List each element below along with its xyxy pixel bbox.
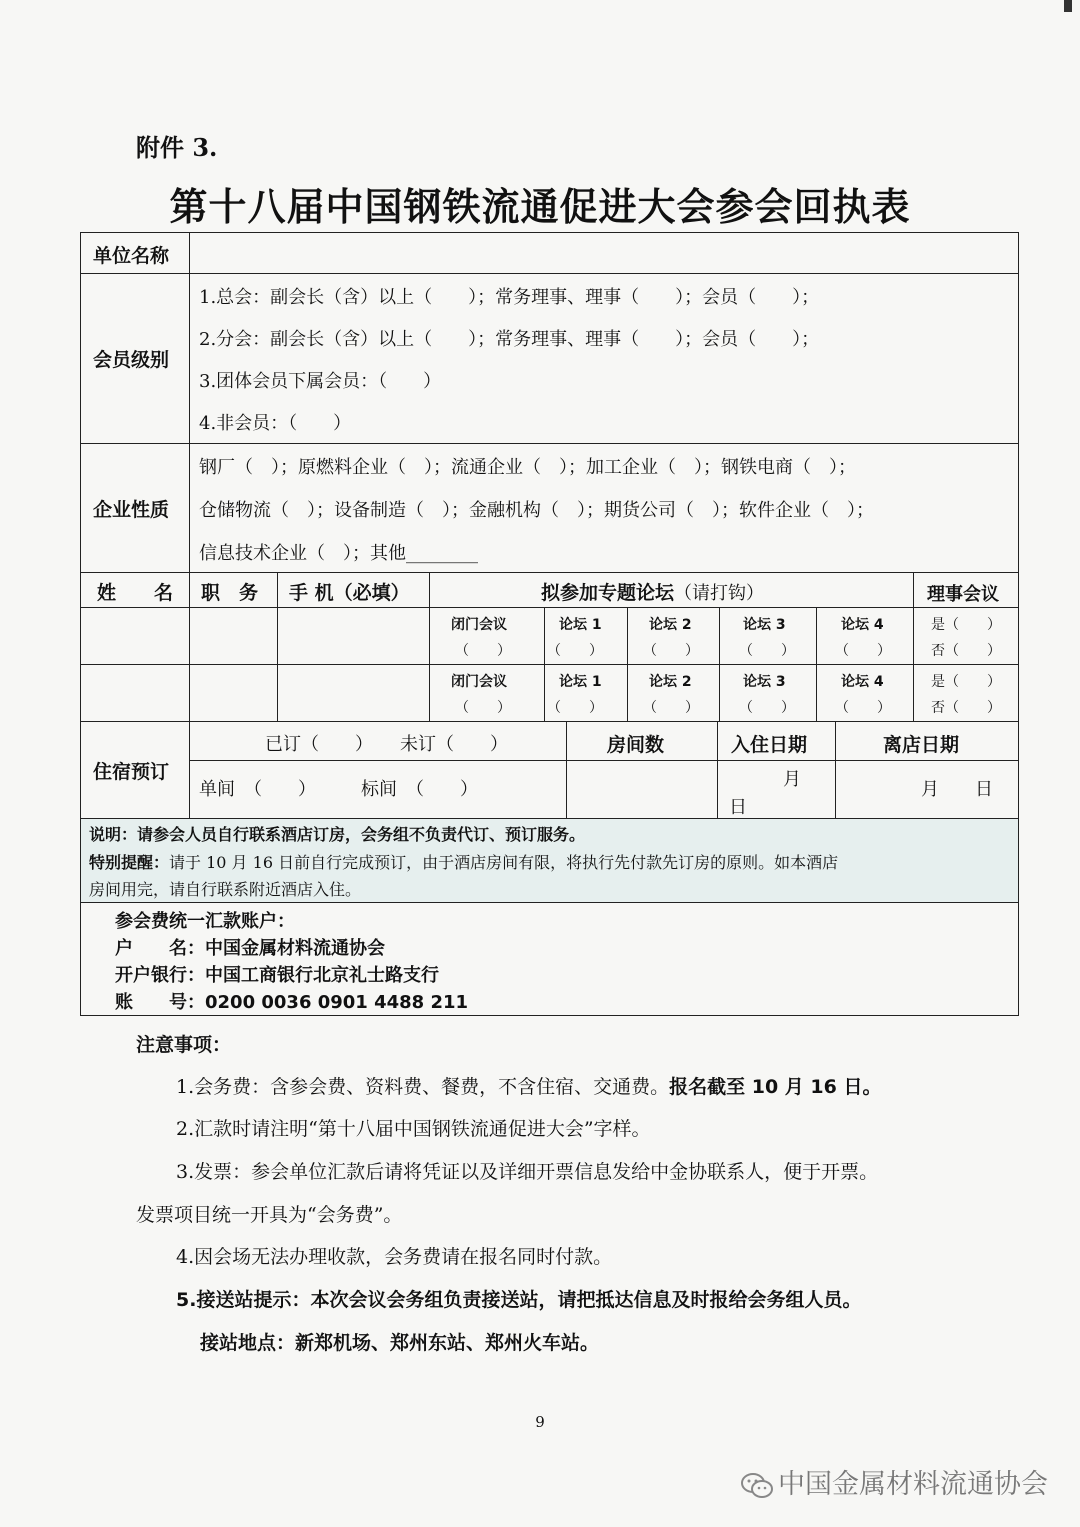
enterprise-line-2[interactable]: 仓储物流（ ）；设备制造（ ）；金融机构（ ）；期货公司（ ）；软件企业（ ）； [199, 500, 874, 521]
forum-2-2-check[interactable]: （ ） [643, 700, 699, 716]
attendee-1-position[interactable] [193, 611, 273, 661]
checkin-month[interactable]: 月 [783, 769, 801, 790]
enterprise-label: 企业性质 [93, 499, 170, 521]
wechat-icon [740, 1472, 774, 1500]
forum-closed-2[interactable]: 闭门会议 [451, 674, 507, 690]
forum-3-1[interactable]: 论坛 3 [743, 617, 786, 633]
account-name: 中国金属材料流通协会 [205, 938, 385, 959]
note-5: 5.接送站提示：本次会议会务组负责接送站，请把抵达信息及时报给会务组人员。 [176, 1289, 862, 1311]
membership-line-4[interactable]: 4.非会员：（ ） [199, 413, 352, 434]
forum-closed-2-check[interactable]: （ ） [455, 700, 511, 716]
room-count-header: 房间数 [607, 734, 665, 756]
note-1-deadline: 报名截至 10 月 16 日。 [669, 1076, 882, 1098]
membership-line-2[interactable]: 2.分会：副会长（含）以上（ ）；常务理事、理事（ ）；会员（ ）； [199, 329, 820, 350]
note-4: 4.因会场无法办理收款，会务费请在报名同时付款。 [176, 1246, 613, 1268]
reminder-text: 请于 10 月 16 日前自行完成预订，由于酒店房间有限，将执行先付款先订房的原则。如本酒店 [169, 853, 839, 872]
registration-form [80, 232, 1019, 1016]
forum-1-2[interactable]: 论坛 1 [559, 674, 602, 690]
council-no-2[interactable]: 否（ ） [931, 700, 1001, 716]
forum-hint: （请打钩） [674, 583, 765, 604]
lodging-label: 住宿预订 [93, 761, 170, 783]
account-bank: 中国工商银行北京礼士路支行 [205, 965, 439, 986]
account-number-label: 账 号： [115, 992, 205, 1013]
council-header: 理事会议 [927, 584, 999, 605]
account-title: 参会费统一汇款账户： [115, 911, 295, 932]
membership-label: 会员级别 [93, 349, 170, 371]
phone-header: 手 机（必填） [289, 582, 410, 604]
note-2: 2.汇款时请注明“第十八届中国钢铁流通促进大会”字样。 [176, 1118, 651, 1140]
checkin-day[interactable]: 日 [729, 797, 747, 818]
forum-3-1-check[interactable]: （ ） [739, 643, 795, 659]
attendee-2-position[interactable] [193, 668, 273, 718]
name-header: 姓 名 [97, 582, 174, 604]
forum-4-2-check[interactable]: （ ） [835, 700, 891, 716]
notice-label: 说明： [89, 825, 138, 844]
forum-header: 拟参加专题论坛 [541, 582, 675, 604]
checkout-date[interactable]: 月 日 [921, 779, 993, 800]
enterprise-line-1[interactable]: 钢厂（ ）；原燃料企业（ ）；流通企业（ ）；加工企业（ ）；钢铁电商（ ）； [199, 457, 856, 478]
attendee-2-phone[interactable] [281, 668, 425, 718]
council-no-1[interactable]: 否（ ） [931, 643, 1001, 659]
forum-2-1[interactable]: 论坛 2 [649, 617, 692, 633]
forum-1-1[interactable]: 论坛 1 [559, 617, 602, 633]
forum-4-2[interactable]: 论坛 4 [841, 674, 884, 690]
unit-name-label: 单位名称 [93, 245, 170, 267]
scan-edge-mark [1064, 0, 1072, 12]
room-type[interactable]: 单间 （ ） 标间 （ ） [199, 779, 478, 800]
enterprise-line-3[interactable]: 信息技术企业（ ）；其他________ [199, 543, 478, 564]
forum-closed-1[interactable]: 闭门会议 [451, 617, 507, 633]
forum-2-2[interactable]: 论坛 2 [649, 674, 692, 690]
reminder-text-2: 房间用完，请自行联系附近酒店入住。 [89, 880, 362, 899]
forum-1-1-check[interactable]: （ ） [547, 643, 603, 659]
note-5-pickup: 接站地点：新郑机场、郑州东站、郑州火车站。 [200, 1332, 600, 1354]
reminder-label: 特别提醒： [89, 853, 170, 872]
attendee-2-name[interactable] [85, 668, 185, 718]
forum-closed-1-check[interactable]: （ ） [455, 643, 511, 659]
booking-status[interactable]: 已订（ ） 未订（ ） [265, 734, 508, 755]
page-number: 9 [535, 1413, 545, 1431]
note-1: 1.会务费：含参会费、资料费、餐费，不含住宿、交通费。 [176, 1076, 670, 1098]
forum-4-1[interactable]: 论坛 4 [841, 617, 884, 633]
note-3-cont: 发票项目统一开具为“会务费”。 [136, 1204, 403, 1226]
checkout-header: 离店日期 [883, 734, 960, 756]
notes-title: 注意事项： [136, 1034, 232, 1056]
watermark [740, 1462, 1048, 1501]
room-count-field[interactable] [571, 765, 711, 813]
unit-name-field[interactable] [201, 237, 1001, 269]
council-yes-1[interactable]: 是（ ） [931, 617, 1001, 633]
account-number: 0200 0036 0901 4488 211 [205, 992, 469, 1013]
page-title: 第十八届中国钢铁流通促进大会参会回执表 [169, 185, 911, 229]
membership-line-1[interactable]: 1.总会：副会长（含）以上（ ）；常务理事、理事（ ）；会员（ ）； [199, 287, 820, 308]
account-bank-label: 开户银行： [115, 965, 205, 986]
membership-line-3[interactable]: 3.团体会员下属会员：（ ） [199, 371, 442, 392]
watermark-text: 中国金属材料流通协会 [778, 1469, 1048, 1500]
forum-1-2-check[interactable]: （ ） [547, 700, 603, 716]
forum-3-2-check[interactable]: （ ） [739, 700, 795, 716]
attachment-label: 附件 3. [136, 133, 218, 162]
note-3: 3.发票：参会单位汇款后请将凭证以及详细开票信息发给中金协联系人，便于开票。 [176, 1161, 879, 1183]
position-header: 职 务 [201, 582, 259, 604]
forum-2-1-check[interactable]: （ ） [643, 643, 699, 659]
council-yes-2[interactable]: 是（ ） [931, 674, 1001, 690]
attendee-1-name[interactable] [85, 611, 185, 661]
forum-3-2[interactable]: 论坛 3 [743, 674, 786, 690]
checkin-header: 入住日期 [731, 734, 808, 756]
notice-text: 请参会人员自行联系酒店订房，会务组不负责代订、预订服务。 [137, 825, 586, 844]
forum-4-1-check[interactable]: （ ） [835, 643, 891, 659]
attendee-1-phone[interactable] [281, 611, 425, 661]
account-name-label: 户 名： [115, 938, 205, 959]
